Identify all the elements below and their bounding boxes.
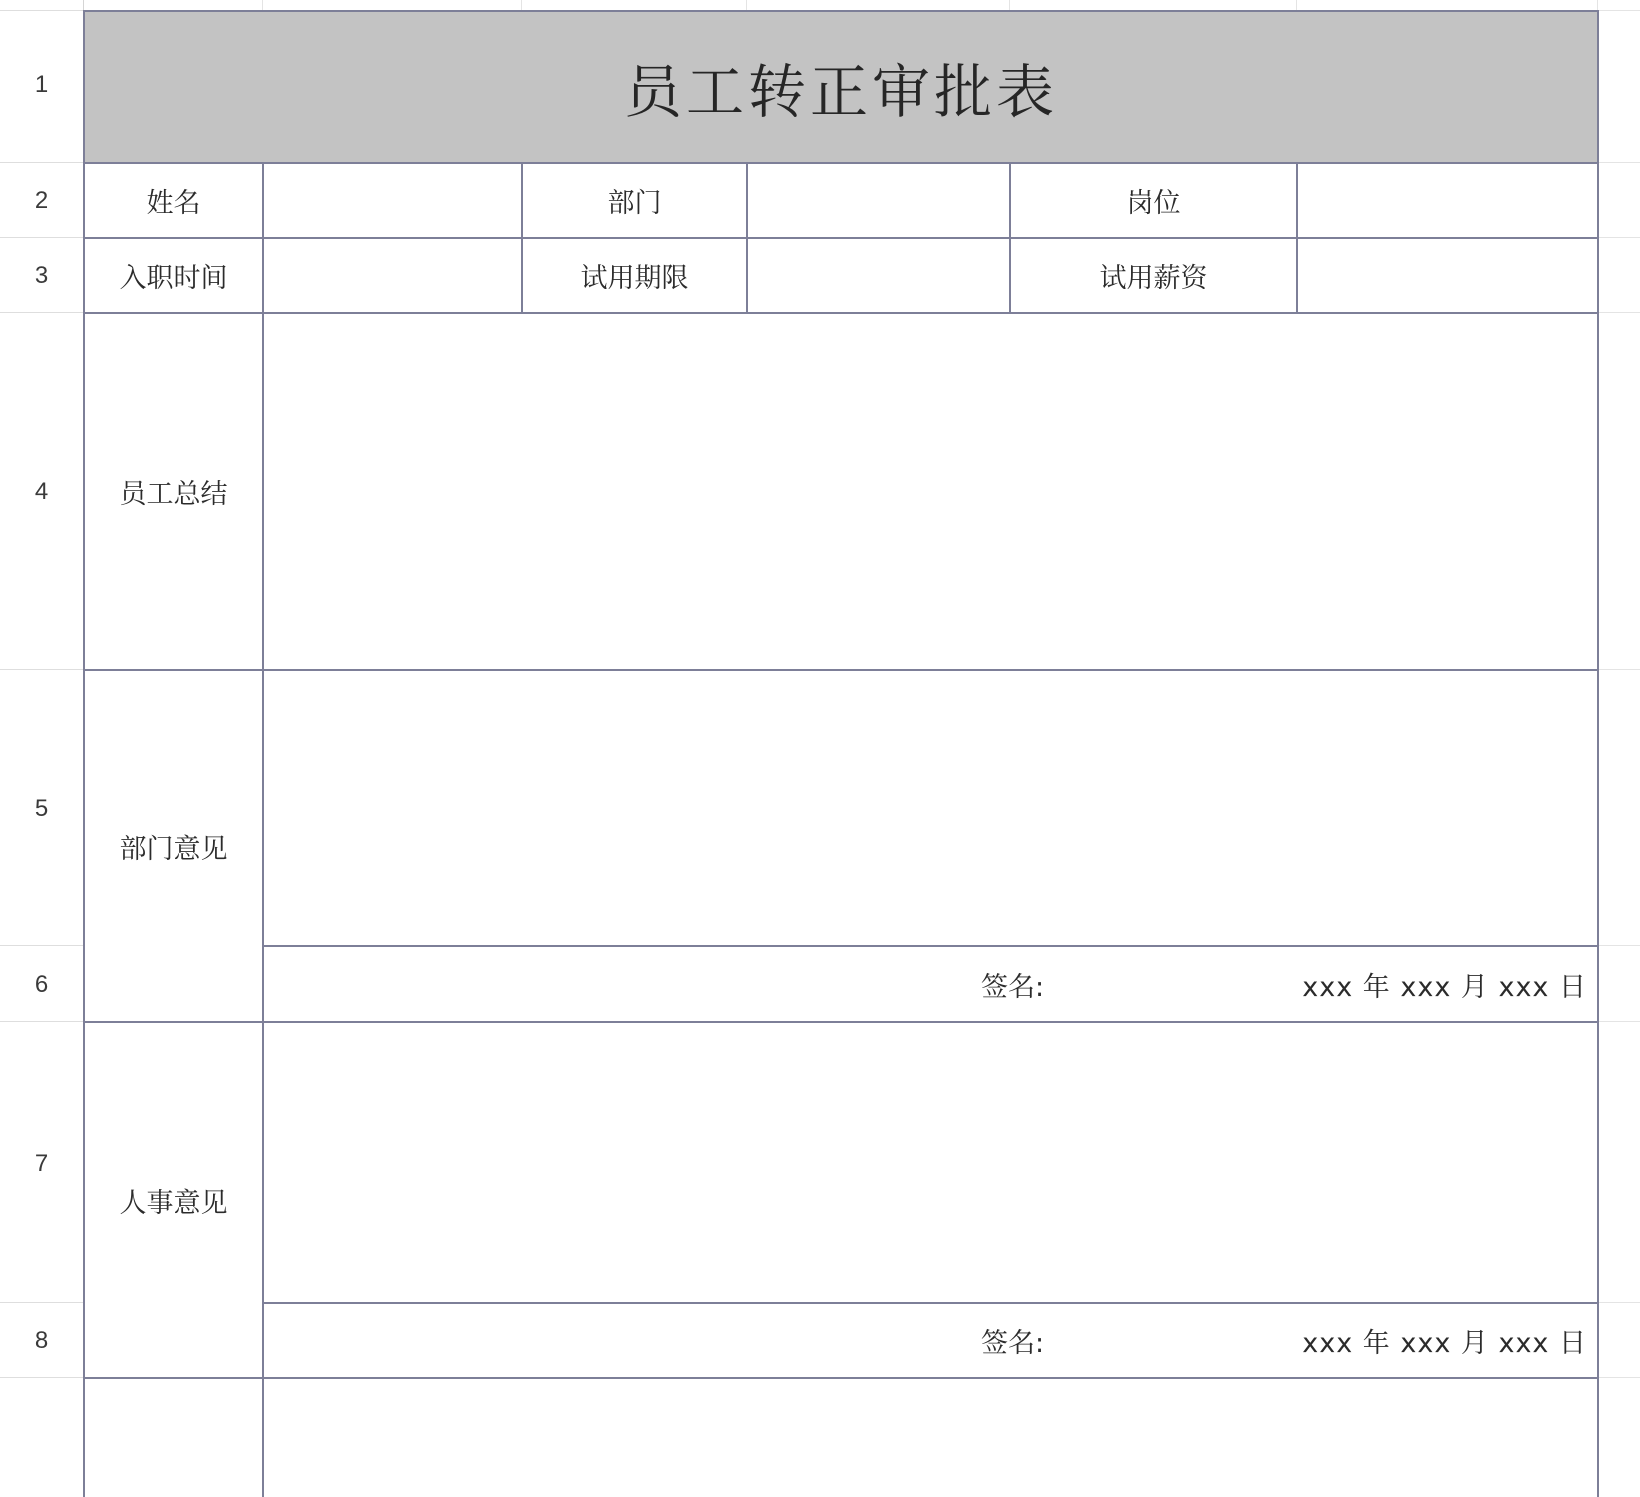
dept-sign-date: xxx 年 xxx 月 xxx 日 xyxy=(1302,971,1587,1003)
hr-opinion-label: 人事意见 xyxy=(119,1187,228,1219)
form-title: 员工转正审批表 xyxy=(623,58,1058,126)
name-label-cell[interactable] xyxy=(83,162,264,239)
summary-value-cell[interactable] xyxy=(262,312,1599,671)
dept-opinion-label-cell[interactable] xyxy=(83,669,264,1023)
summary-label-cell[interactable] xyxy=(83,312,264,671)
row-header-divider xyxy=(0,10,83,11)
row-header-2[interactable]: 2 xyxy=(34,187,49,214)
row-header-divider xyxy=(0,1021,83,1022)
summary-label: 员工总结 xyxy=(119,479,228,510)
next-row-value-cell[interactable] xyxy=(262,1377,1599,1497)
row-header-divider xyxy=(0,162,83,163)
form-title-cell[interactable] xyxy=(83,10,1599,164)
probation-salary-value-cell[interactable] xyxy=(1296,237,1599,314)
probation-salary-label: 试用薪资 xyxy=(1099,263,1208,294)
hr-sign-label: 签名: xyxy=(981,1328,1045,1359)
dept-opinion-value-cell[interactable] xyxy=(262,669,1599,947)
row-header-divider xyxy=(0,312,83,313)
name-label: 姓名 xyxy=(146,188,201,219)
row-header-7[interactable]: 7 xyxy=(34,1150,49,1177)
row-header-6[interactable]: 6 xyxy=(34,971,49,998)
row-header-divider xyxy=(0,669,83,670)
hr-opinion-label-cell[interactable] xyxy=(83,1021,264,1379)
row-header-1[interactable]: 1 xyxy=(34,71,49,98)
row-header-divider xyxy=(0,237,83,238)
dept-opinion-label: 部门意见 xyxy=(119,833,228,865)
dept-label: 部门 xyxy=(607,188,662,219)
probation-period-label: 试用期限 xyxy=(580,263,689,294)
hr-opinion-value-cell[interactable] xyxy=(262,1021,1599,1304)
dept-value-cell[interactable] xyxy=(746,162,1011,239)
probation-period-label-cell[interactable] xyxy=(521,237,748,314)
row-header-gutter xyxy=(0,0,84,1497)
position-label: 岗位 xyxy=(1126,188,1181,219)
probation-period-value-cell[interactable] xyxy=(746,237,1011,314)
hire-date-value-cell[interactable] xyxy=(262,237,523,314)
name-value-cell[interactable] xyxy=(262,162,523,239)
hr-sign-date: xxx 年 xxx 月 xxx 日 xyxy=(1302,1328,1587,1359)
probation-salary-label-cell[interactable] xyxy=(1009,237,1298,314)
next-row-label-cell[interactable] xyxy=(83,1377,264,1497)
hr-signature-cell[interactable] xyxy=(262,1302,1599,1379)
hire-date-label-cell[interactable] xyxy=(83,237,264,314)
row-header-5[interactable]: 5 xyxy=(34,795,49,822)
dept-signature-cell[interactable] xyxy=(262,945,1599,1023)
position-value-cell[interactable] xyxy=(1296,162,1599,239)
row-header-divider xyxy=(0,945,83,946)
row-header-divider xyxy=(0,1302,83,1303)
hire-date-label: 入职时间 xyxy=(119,263,228,294)
dept-sign-label: 签名: xyxy=(981,971,1045,1003)
row-header-4[interactable]: 4 xyxy=(34,478,49,505)
dept-label-cell[interactable] xyxy=(521,162,748,239)
row-header-divider xyxy=(0,1377,83,1378)
row-header-3[interactable]: 3 xyxy=(34,262,49,289)
row-header-8[interactable]: 8 xyxy=(34,1327,49,1354)
position-label-cell[interactable] xyxy=(1009,162,1298,239)
